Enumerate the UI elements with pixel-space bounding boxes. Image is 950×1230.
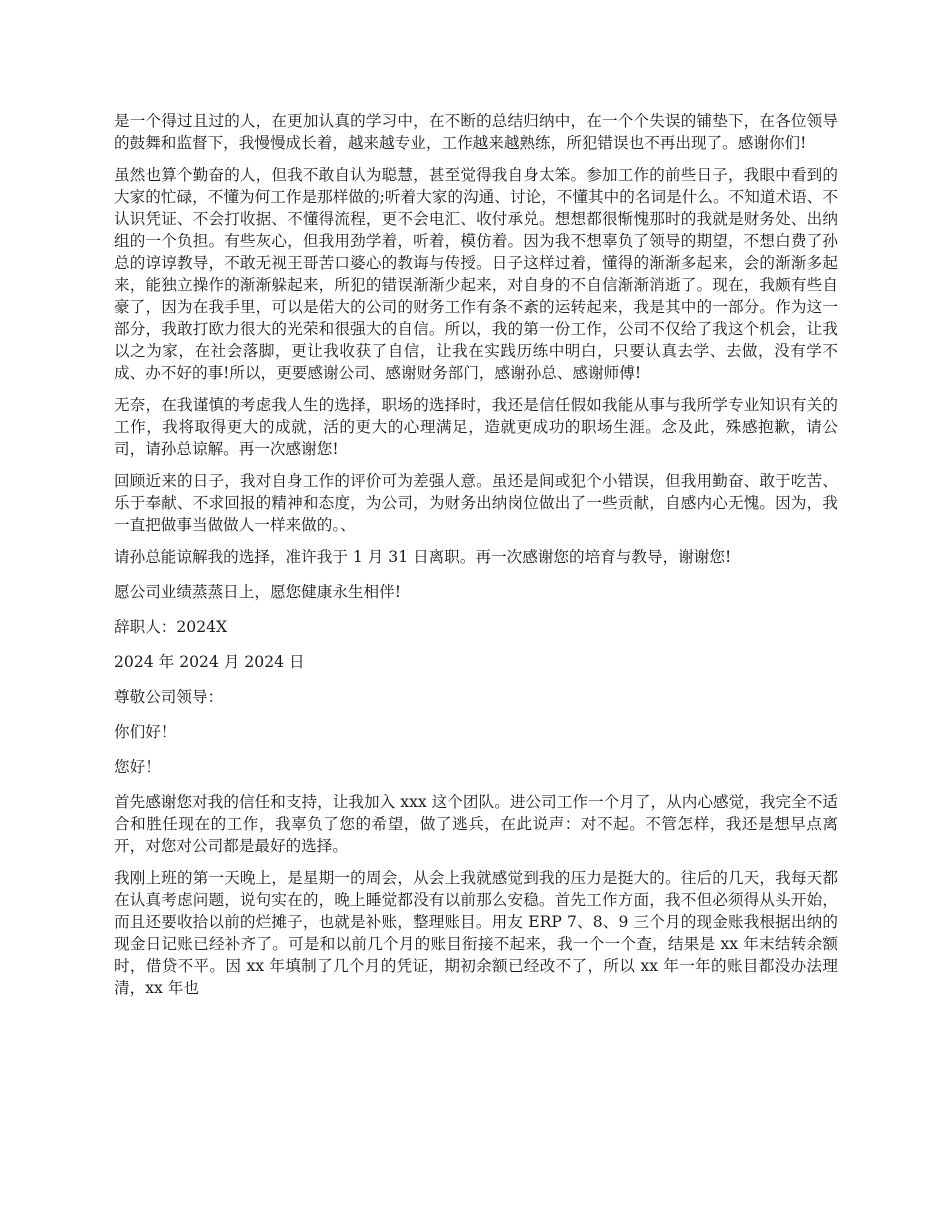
paragraph-self-growth: 是一个得过且过的人，在更加认真的学习中，在不断的总结归纳中，在一个个失误的铺垫下，在各位领导的鼓舞和监督下，我慢慢成长着，越来越专业，工作越来越熟练，所犯错误也不再出现了。感谢你们!: [114, 112, 838, 152]
salutation: 尊敬公司领导：: [114, 688, 224, 706]
greeting-single: 您好！: [114, 758, 161, 776]
paragraph-wishes: 愿公司业绩蒸蒸日上，愿您健康永生相伴!: [114, 583, 401, 601]
paragraph-review: 回顾近来的日子，我对自身工作的评价可为差强人意。虽还是间或犯个小错误，但我用勤奋、敢于吃苦、乐于奉献、不求回报的精神和态度，为公司，为财务出纳岗位做出了一些贡献，自感内心无愧。因为，我一直把做事当做做人一样来做的。、: [114, 472, 838, 534]
paragraph-resignation-request: 请孙总能谅解我的选择，准许我于 1 月 31 日离职。再一次感谢您的培育与教导，谢谢您!: [114, 548, 732, 566]
paragraph-thanks-intro: 首先感谢您对我的信任和支持，让我加入 xxx 这个团队。进公司工作一个月了，从内心感觉，我完全不适合和胜任现在的工作，我辜负了您的希望，做了逃兵，在此说声：对不起。不管怎样，我还是想早点离开，对您对公司都是最好的选择。: [114, 793, 838, 855]
signature-line: 辞职人：2024X: [114, 618, 228, 636]
paragraph-first-week: 我刚上班的第一天晚上，是星期一的周会，从会上我就感觉到我的压力是挺大的。往后的几天，我每天都在认真考虑问题，说句实在的，晚上睡觉都没有以前那么安稳。首先工作方面，我不但必须得从头开始，而且还要收拾以前的烂摊子，也就是补账，整理账目。用友 ERP 7、8、9 三个月的现金账我根据出纳的现金日记账已经补齐了。可是和以前几个月的账目衔接不起来，我一个一个查，结果是 xx 年末结转余额时，借贷不平。因 xx 年填制了几个月的凭证，期初余额已经改不了，所以 xx 年一年的账目都没办法理清，xx 年也: [114, 869, 838, 997]
document-body: [114, 110, 838, 1009]
date-line: 2024 年 2024 月 2024 日: [114, 653, 305, 671]
greeting-all: 你们好！: [114, 723, 177, 741]
paragraph-first-job: 虽然也算个勤奋的人，但我不敢自认为聪慧，甚至觉得我自身太笨。参加工作的前些日子，我眼中看到的大家的忙碌，不懂为何工作是那样做的;听着大家的沟通、讨论，不懂其中的名词是什么。不知道术语、不认识凭证、不会打收据、不懂得流程，更不会电汇、收付承兑。想想都很惭愧那时的我就是财务处、出纳组的一个负担。有些灰心，但我用劲学着，听着，模仿着。因为我不想辜负了领导的期望，不想白费了孙总的谆谆教导，不敢无视王哥苦口婆心的教诲与传授。日子这样过着，懂得的渐渐多起来，会的渐渐多起来，能独立操作的渐渐躲起来，所犯的错误渐渐少起来，对自身的不自信渐渐消逝了。现在，我颇有些自豪了，因为在我手里，可以是偌大的公司的财务工作有条不紊的运转起来，我是其中的一部分。作为这一部分，我敢打欧力很大的光荣和很强大的自信。所以，我的第一份工作，公司不仅给了我这个机会，让我以之为家，在社会落脚，更让我收获了自信，让我在实践历练中明白，只要认真去学、去做，没有学不成、办不好的事!所以，更要感谢公司、感谢财务部门，感谢孙总、感谢师傅!: [114, 166, 838, 382]
paragraph-career-choice: 无奈，在我谨慎的考虑我人生的选择，职场的选择时，我还是信任假如我能从事与我所学专业知识有关的工作，我将取得更大的成就，活的更大的心理满足，造就更成功的职场生涯。念及此，殊感抱歉，请公司，请孙总谅解。再一次感谢您!: [114, 396, 838, 458]
